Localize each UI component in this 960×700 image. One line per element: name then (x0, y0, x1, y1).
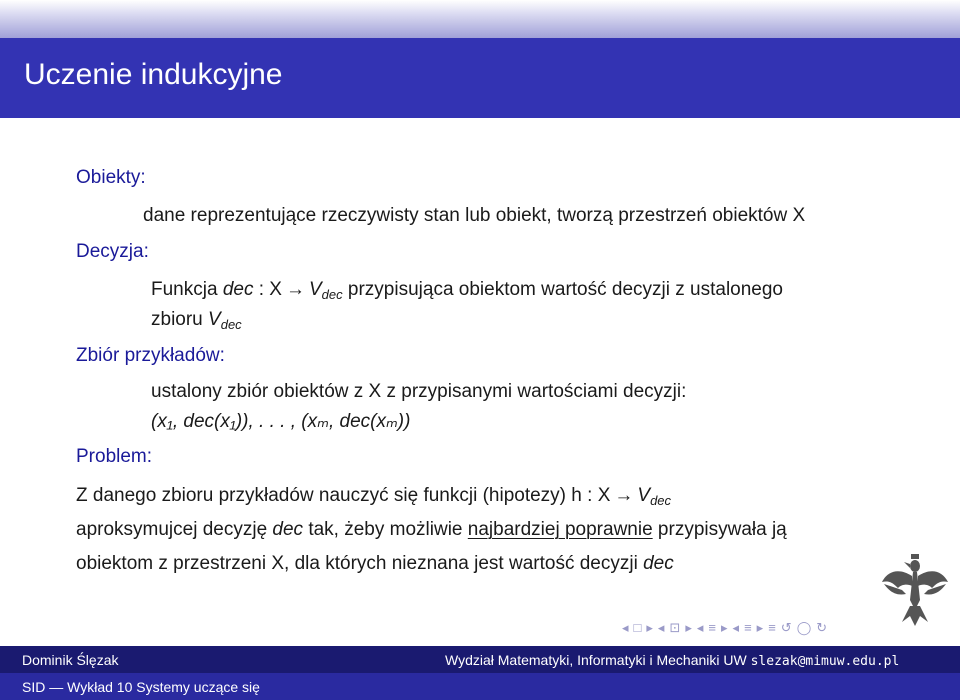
problem-line1-pre: Z danego zbioru przykładów nauczyć się funkcji (hipotezy) h : X (76, 485, 611, 506)
objects-label: Obiekty: (76, 167, 146, 188)
problem-line2-mid: tak, żeby możliwie (303, 519, 468, 540)
decision-line2 (151, 308, 242, 332)
nav-section-icon[interactable]: ≡ (744, 620, 753, 635)
decision-line2-sub: dec (220, 317, 242, 332)
right-arrow-icon: → (614, 485, 634, 506)
footer-author: Dominik Ślęzak (22, 652, 119, 668)
nav-prev-frame-icon[interactable]: ◂ (657, 620, 666, 635)
nav-back-icon[interactable]: ↺ (780, 620, 793, 635)
decision-line1-pre: Funkcja (151, 279, 223, 300)
footer-institution (445, 652, 899, 669)
nav-prev-subsection-icon[interactable]: ◂ (696, 620, 705, 635)
nav-frame-icon[interactable]: ⊡ (669, 620, 682, 635)
problem-line1 (76, 484, 671, 508)
beamer-navigation[interactable] (622, 620, 832, 640)
nav-next-section-icon[interactable]: ▸ (756, 620, 765, 635)
slide-title: Uczenie indukcyjne (24, 58, 283, 91)
nav-search-icon[interactable]: ◯ (796, 620, 813, 635)
nav-next-slide-icon[interactable]: ▸ (646, 620, 654, 635)
problem-line1-v: V (637, 485, 651, 506)
decision-line1 (151, 278, 783, 302)
university-eagle-logo-icon (880, 548, 950, 628)
problem-label: Problem: (76, 446, 153, 467)
problem-line2-dec: dec (272, 519, 304, 540)
examples-label: Zbiór przykładów: (76, 345, 225, 366)
footer-course-bar (0, 673, 960, 700)
nav-slide-icon[interactable]: □ (633, 620, 643, 635)
problem-line2-pre: aproksymujcej decyzję (76, 519, 273, 540)
footer-course: SID — Wykład 10 Systemy uczące się (22, 679, 260, 695)
problem-line3-pre: obiektom z przestrzeni X, dla których nieznana jest wartość decyzji (76, 553, 644, 574)
decision-vdec-sub: dec (321, 287, 343, 302)
right-arrow-icon: → (285, 279, 305, 300)
decision-colon: : X (253, 279, 282, 300)
decision-vdec: V (308, 279, 322, 300)
problem-line2-underlined: najbardziej poprawnie (467, 519, 653, 540)
decision-line1-post: przypisująca obiektom wartość decyzji z ustalonego (342, 279, 784, 300)
nav-prev-slide-icon[interactable]: ◂ (622, 620, 630, 635)
nav-next-subsection-icon[interactable]: ▸ (721, 620, 729, 635)
decision-line2-pre: zbioru (151, 309, 209, 330)
footer-author-bar (0, 646, 960, 673)
problem-line3 (76, 552, 674, 576)
nav-prev-section-icon[interactable]: ◂ (732, 620, 741, 635)
problem-line3-dec: dec (643, 553, 674, 574)
decision-line2-v: V (208, 309, 221, 330)
decision-func: dec (222, 279, 254, 300)
nav-forward-icon[interactable]: ↻ (816, 620, 829, 635)
examples-line1: ustalony zbiór obiektów z X z przypisanymi wartościami decyzji: (151, 381, 687, 402)
examples-formula: (x₁, dec(x₁)), . . . , (xₘ, dec(xₘ)) (151, 411, 411, 432)
objects-text: dane reprezentujące rzeczywisty stan lub obiekt, tworzą przestrzeń obiektów X (143, 205, 806, 226)
footer-institution-name: Wydział Matematyki, Informatyki i Mechaniki UW (445, 652, 747, 668)
problem-line2 (76, 518, 787, 542)
nav-subsection-icon[interactable]: ≡ (708, 620, 718, 635)
decision-label: Decyzja: (76, 241, 149, 262)
problem-line1-sub: dec (650, 493, 672, 508)
footer-email: slezak@mimuw.edu.pl (750, 654, 900, 669)
nav-next-frame-icon[interactable]: ▸ (685, 620, 693, 635)
problem-line2-post: przypisywała ją (652, 519, 787, 540)
nav-toc-icon[interactable]: ≡ (768, 620, 777, 635)
top-gradient-strip (0, 0, 960, 38)
